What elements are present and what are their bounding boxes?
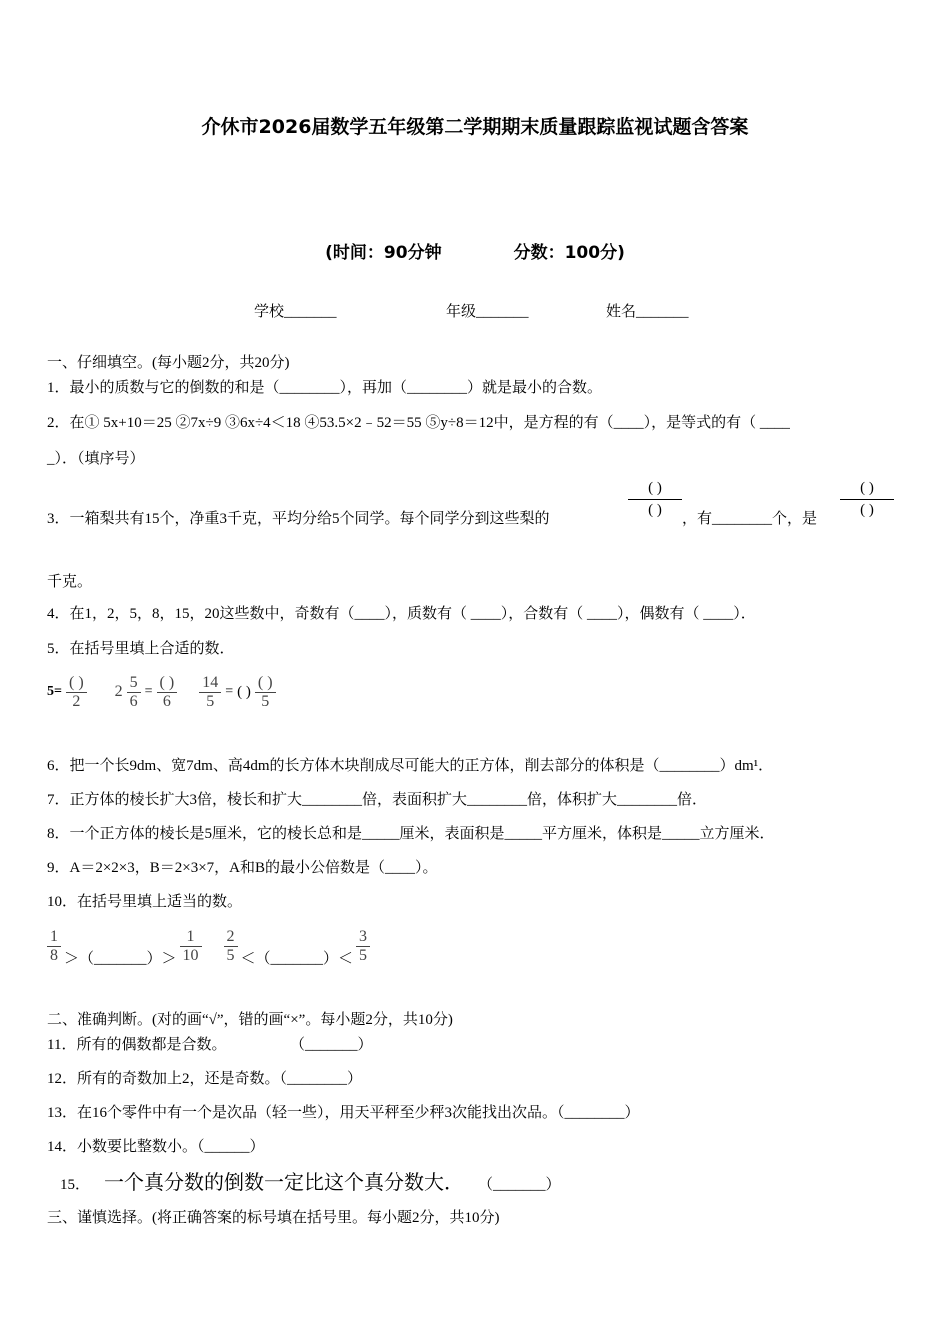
denominator: 5 — [261, 692, 270, 710]
denominator: 10 — [182, 946, 199, 964]
numerator: 14 — [202, 673, 219, 691]
question-15 — [60, 1166, 561, 1195]
q5c-equals: = — [225, 684, 234, 699]
denominator: 5 — [226, 946, 235, 964]
time-label: (时间：90分钟 — [325, 243, 442, 263]
numerator: ( ) — [68, 673, 84, 691]
school-field[interactable]: 学校_______ — [254, 304, 337, 320]
question-15-blank[interactable]: （_______） — [478, 1177, 561, 1193]
numerator: 3 — [359, 927, 368, 945]
q10b-right-fraction — [356, 928, 370, 965]
denominator: 5 — [206, 692, 215, 710]
exam-time-score — [0, 238, 950, 263]
fraction-denominator: ( ) — [860, 502, 874, 518]
section-1-heading: 一、仔细填空。(每小题2分，共20分) — [47, 355, 290, 371]
question-4: 4．在1，2，5，8，15，20这些数中，奇数有（____），质数有（ ____），合数有（ ____），偶数有（ ____）． — [47, 606, 756, 622]
question-11: 11．所有的偶数都是合数。 — [47, 1037, 227, 1053]
fraction-bar — [628, 499, 682, 500]
fraction-numerator: ( ) — [648, 480, 662, 496]
q5b-equals: = — [144, 684, 153, 699]
denominator: 6 — [162, 692, 171, 710]
denominator: 8 — [50, 946, 58, 964]
numerator: 1 — [186, 927, 195, 945]
question-12: 12．所有的奇数加上2，还是奇数。（________） — [47, 1071, 363, 1087]
question-3-fraction-2 — [840, 480, 894, 519]
q10a-left-fraction — [47, 928, 61, 965]
section-3-heading: 三、谨慎选择。(将正确答案的标号填在括号里。每小题2分，共10分) — [47, 1210, 500, 1226]
name-field[interactable]: 姓名_______ — [606, 304, 689, 320]
question-13: 13．在16个零件中有一个是次品（轻一些），用天平秤至少秤3次能找出次品。（________） — [47, 1105, 640, 1121]
q5b-result-fraction — [157, 674, 178, 711]
q5a-fraction — [66, 674, 87, 711]
q10a-right-fraction — [180, 928, 202, 965]
q5b-whole: 2 — [114, 683, 123, 700]
question-10-items — [47, 920, 370, 972]
numerator: ( ) — [159, 673, 175, 691]
section-2-heading: 二、准确判断。(对的画“√”，错的画“×”。每小题2分，共10分) — [47, 1012, 453, 1028]
numerator: 5 — [129, 673, 138, 691]
numerator: ( ) — [257, 673, 273, 691]
q5a-left: 5= — [47, 684, 62, 699]
q10b-middle: ＜（_______）＜ — [240, 951, 354, 967]
grade-field[interactable]: 年级_______ — [446, 304, 529, 320]
question-2: 2．在① 5x+10＝25 ②7x÷9 ③6x÷4＜18 ④53.5×2﹣52＝55 ⑤y÷8＝12中，是方程的有（____），是等式的有（ ____ — [47, 415, 790, 431]
question-5: 5．在括号里填上合适的数． — [47, 641, 235, 657]
question-6: 6．把一个长9dm、宽7dm、高4dm的长方体木块削成尽可能大的正方体，削去部分的体积是（________）dm¹． — [47, 758, 774, 774]
fraction-bar — [840, 499, 894, 500]
question-15-text: 一个真分数的倒数一定比这个真分数大． — [104, 1172, 465, 1194]
q5c-result-fraction — [255, 674, 276, 711]
q5b-fraction — [127, 674, 141, 711]
denominator: 6 — [129, 692, 138, 710]
question-8: 8．一个正方体的棱长是5厘米，它的棱长总和是_____厘米，表面积是_____平方厘米，体积是_____立方厘米． — [47, 826, 775, 842]
question-10: 10．在括号里填上适当的数。 — [47, 894, 243, 910]
fraction-denominator: ( ) — [648, 502, 662, 518]
denominator: 5 — [359, 946, 368, 964]
question-2-continued: _）．（填序号） — [47, 451, 145, 467]
question-3-end: 千克。 — [47, 574, 93, 590]
question-3-fraction-1 — [628, 480, 682, 519]
question-3-middle: ，有________个，是 — [682, 511, 818, 527]
question-11-blank[interactable]: （_______） — [290, 1037, 373, 1053]
question-15-number: 15． — [60, 1177, 91, 1193]
q10b-left-fraction — [224, 928, 238, 965]
question-7: 7．正方体的棱长扩大3倍，棱长和扩大________倍，表面积扩大________倍，体积扩大________倍． — [47, 792, 708, 808]
q5c-fraction — [199, 674, 221, 711]
numerator: 1 — [50, 927, 58, 945]
question-5-items — [47, 666, 276, 718]
fraction-numerator: ( ) — [860, 480, 874, 496]
score-label: 分数：100分) — [513, 243, 625, 263]
denominator: 2 — [72, 692, 81, 710]
question-14: 14．小数要比整数小。（______） — [47, 1139, 265, 1155]
q5c-whole-blank: ( ) — [237, 683, 251, 700]
q10a-middle: ＞（_______）＞ — [64, 951, 177, 967]
numerator: 2 — [226, 927, 235, 945]
question-3: 3．一箱梨共有15个，净重3千克，平均分给5个同学。每个同学分到这些梨的 — [47, 511, 550, 527]
document-title: 介休市2026届数学五年级第二学期期末质量跟踪监视试题含答案 — [201, 116, 749, 138]
question-1: 1．最小的质数与它的倒数的和是（________），再加（________）就是最小的合数。 — [47, 380, 603, 396]
question-9: 9．A＝2×2×3，B＝2×3×7，A和B的最小公倍数是（____）。 — [47, 860, 438, 876]
